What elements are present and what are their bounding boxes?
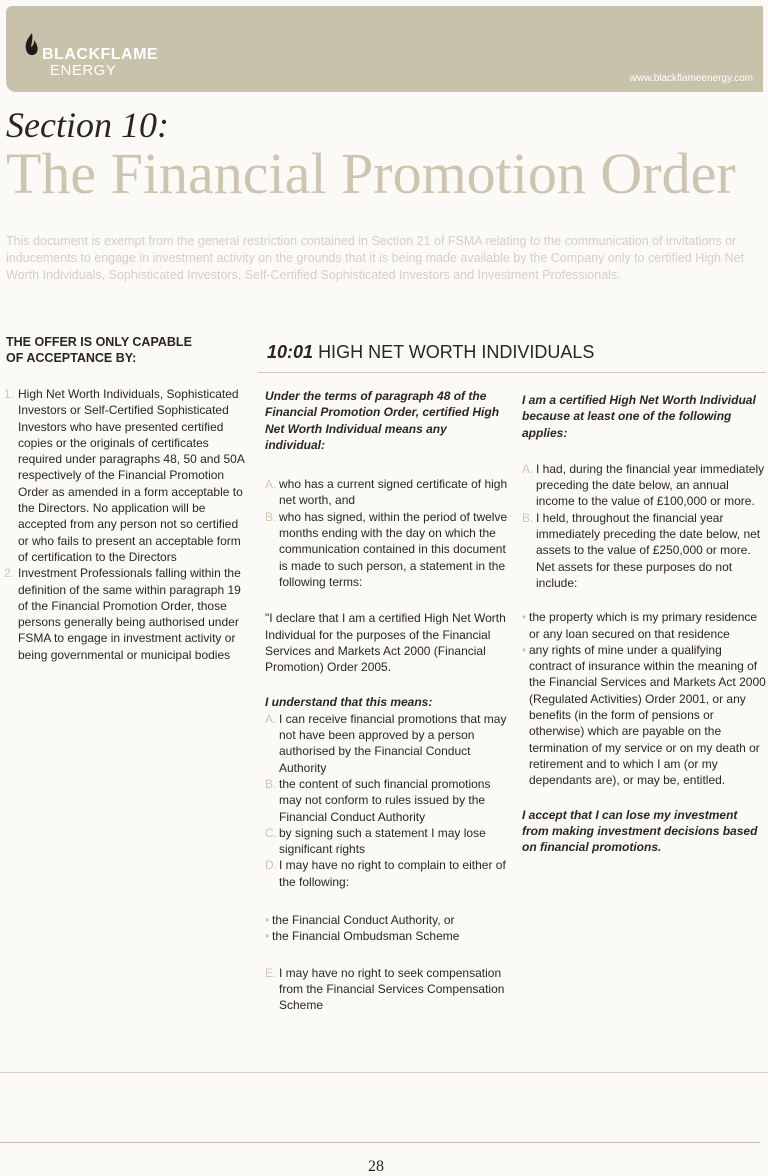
declaration-quote: "I declare that I am a certified High Net Worth Individual for the purposes of the Financial Services and Markets Act 2000 (Financial Promotion) Order 2005. [265,611,506,675]
certification-list [522,461,766,591]
list-item-text: who has signed, within the period of twelve months ending with the day on which the communication contained in this document is made to such person, a statement in the following terms: [279,509,508,589]
list-item [265,912,510,928]
compensation-list [265,965,510,1014]
list-marker: D. [265,858,277,873]
bullet-marker: • [265,929,270,944]
list-item [4,386,246,565]
page-number: 28 [368,1158,384,1175]
offer-list [4,386,246,663]
list-marker: A. [265,711,277,726]
list-item-text: I held, throughout the financial year immediately preceding the date below, net assets to the value of £250,000 or more. Net assets for these purposes do not include: [536,510,761,590]
list-item [265,965,510,1014]
list-item-text: who has a current signed certificate of high net worth, and [279,477,508,508]
divider [258,372,766,373]
footer-divider [0,1072,768,1073]
section-label: Section 10: [6,105,169,145]
logo-wordmark: BLACKFLAME [42,46,159,63]
list-item-text: the property which is my primary residence or any loan secured on that residence [529,610,758,641]
list-item [265,776,510,825]
list-marker: B. [265,776,277,791]
list-marker: 1. [4,387,15,401]
bullet-list [265,912,510,945]
list-marker: 2. [4,566,15,581]
list-item [522,461,766,510]
list-item-text: the content of such financial promotions may not conform to rules issued by the Financial Conduct Authority [279,776,491,824]
list-item [265,928,510,944]
list-item [522,642,766,789]
list-item-text: by signing such a statement I may lose significant rights [279,825,486,857]
definition-lead: Under the terms of paragraph 48 of the Financial Promotion Order, certified High Net Worth Individual means any individual: [265,389,500,452]
list-item-text: I may have no right to seek compensation from the Financial Services Compensation Scheme [279,965,505,1013]
list-item-text: I may have no right to complain to either of the following: [279,858,506,889]
offer-heading: THE OFFER IS ONLY CAPABLE OF ACCEPTANCE BY: [6,335,192,365]
acceptance-statement: I accept that I can lose my investment from making investment decisions based on financial promotions. [522,807,758,855]
list-item [265,509,510,590]
website-link[interactable]: www.blackflameenergy.com [629,73,753,84]
bullet-marker: • [522,642,527,657]
list-item-text: any rights of mine under a qualifying contract of insurance within the meaning of the Financial Services and Markets Act 2000 (Regulated Activities) Order 2001, or any benefits (in the form of pensions or otherwise) which are payable on the termination of my service or on my death or retirement and to which I am (or my dependants are), or may be, entitled. [529,642,766,788]
list-marker: C. [265,825,277,840]
list-item-text: High Net Worth Individuals, Sophisticated Investors or Self-Certified Sophisticated Investors who have presented certified copies or the originals of certificates required under paragraphs 48, 50 and 50A respectively of the Financial Promotion Order as amended in a form acceptable to the Directors. No application will be accepted from any person not so certified or who fails to present an acceptable form of certification to the Directors [18,387,245,564]
exclusions-list [522,609,766,788]
section-number: 10:01 [267,342,314,362]
header-banner [6,6,763,92]
list-marker: E. [265,965,277,980]
list-marker: B. [522,510,534,525]
section-title: HIGH NET WORTH INDIVIDUALS [318,342,595,362]
bullet-marker: • [265,913,270,928]
list-item [522,510,766,591]
intro-paragraph: This document is exempt from the general restriction contained in Section 21 of FSMA relating to the communication of invitations or inducements to engage in investment activity on the grounds that it is being made available by the Company only to certified High Net Worth Individuals, Sophisticated Investors, Self-Certified Sophisticated Investors and Investment Professionals. [6,234,744,282]
section-heading [267,342,594,363]
definition-list [265,476,510,590]
list-item [265,825,510,858]
list-item [522,609,766,642]
company-logo [20,32,160,78]
list-marker: A. [265,477,277,492]
definition-column [265,388,510,1014]
understand-list [265,711,510,890]
list-item-text: the Financial Ombudsman Scheme [272,929,460,944]
list-item-text: I can receive financial promotions that may not have been approved by a person authorised by the Financial Conduct Authority [279,711,507,775]
footer-divider [0,1142,760,1143]
list-marker: A. [522,461,534,476]
logo-subtext: ENERGY [50,62,117,79]
list-item-text: the Financial Conduct Authority, or [272,913,455,928]
certification-lead: I am a certified High Net Worth Individual because at least one of the following applies: [522,393,756,440]
list-item [4,565,246,663]
list-item [265,857,510,890]
certification-column [522,392,766,855]
page-title: The Financial Promotion Order [6,141,736,206]
list-item-text: I had, during the financial year immediately preceding the date below, an annual income to the value of £100,000 or more. [536,461,765,509]
list-marker: B. [265,509,277,524]
list-item-text: Investment Professionals falling within the definition of the same within paragraph 19 of the Financial Promotion Order, those persons generally being authorised under FSMA to engage in investment activity or being governmental or municipal bodies [18,566,241,662]
list-item [265,476,510,509]
flame-icon [24,32,40,58]
list-item [265,711,510,776]
understand-heading: I understand that this means: [265,695,433,710]
bullet-marker: • [522,610,527,625]
